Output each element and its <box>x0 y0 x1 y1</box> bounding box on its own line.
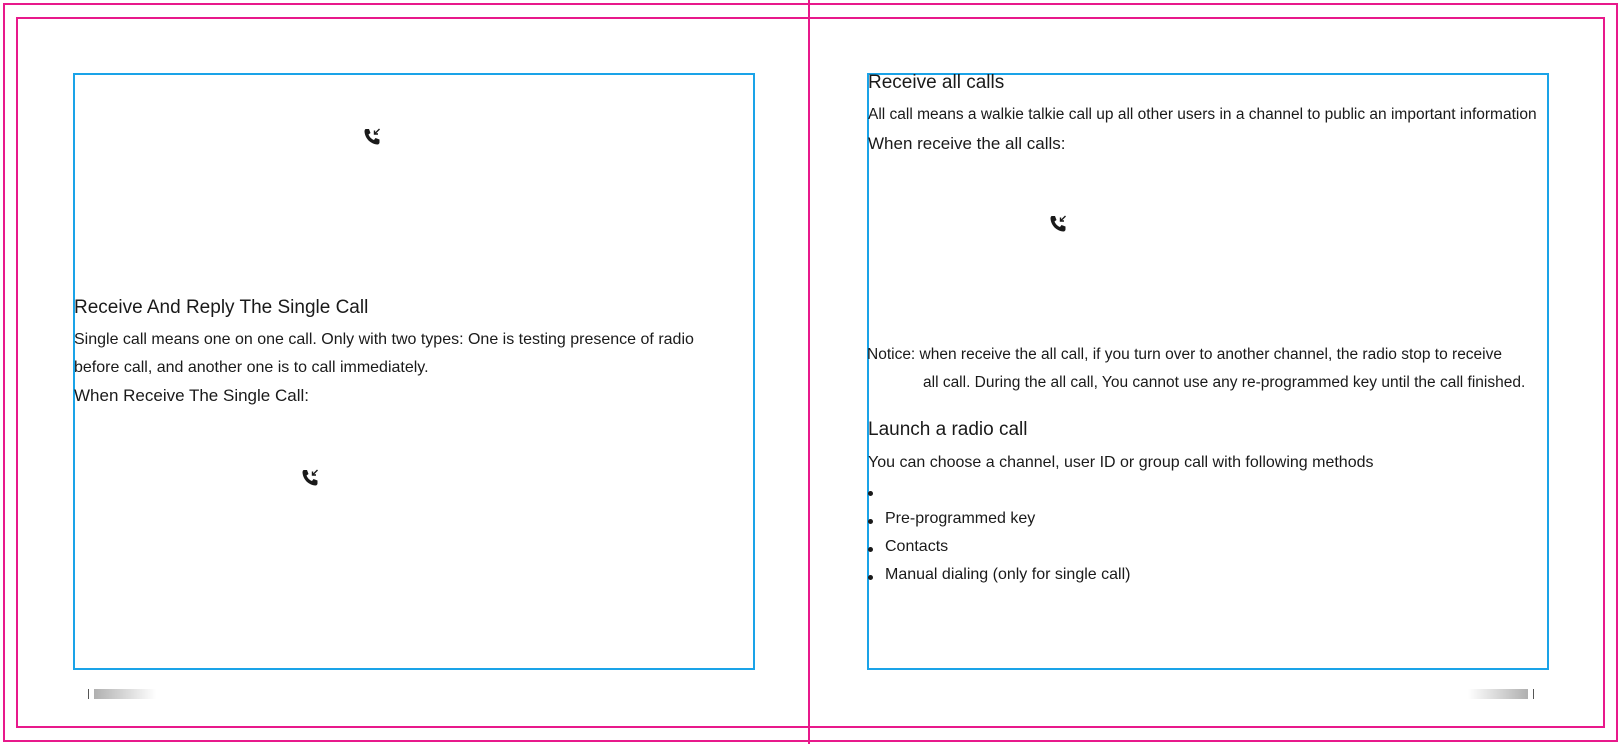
all-call-description: All call means a walkie talkie call up all other users in a channel to public an important information <box>868 106 1537 123</box>
notice-line1: Notice: when receive the all call, if you turn over to another channel, the radio stop to receive <box>867 346 1502 363</box>
incoming-call-icon <box>1048 214 1068 234</box>
incoming-call-icon <box>300 468 320 488</box>
notice-line2: all call. During the all call, You cannot use any re-programmed key until the call finished. <box>923 374 1526 391</box>
when-receive-single-call-label: When Receive The Single Call: <box>74 386 309 405</box>
method-item-contacts: Contacts <box>885 538 949 555</box>
fold-line <box>808 0 810 744</box>
bullet-icon <box>868 491 873 496</box>
launch-radio-call-heading: Launch a radio call <box>868 419 1028 440</box>
method-item-manual-dialing: Manual dialing (only for single call) <box>885 566 1131 583</box>
bullet-icon <box>868 519 873 524</box>
single-call-heading: Receive And Reply The Single Call <box>74 297 369 318</box>
page-number-tick-right <box>1533 689 1534 699</box>
single-call-description-line1: Single call means one on one call. Only with two types: One is testing presence of radio <box>74 331 694 348</box>
bullet-icon <box>868 547 873 552</box>
single-call-description-line2: before call, and another one is to call immediately. <box>74 359 429 376</box>
receive-all-calls-heading: Receive all calls <box>868 72 1005 93</box>
when-receive-all-calls-label: When receive the all calls: <box>868 134 1066 153</box>
call-methods-intro: You can choose a channel, user ID or group call with following methods <box>868 454 1374 471</box>
method-item-preprogrammed-key: Pre-programmed key <box>885 510 1036 527</box>
bullet-icon <box>868 575 873 580</box>
page-number-tick-left <box>88 689 89 699</box>
page-number-bar-right <box>1468 689 1528 699</box>
page-number-bar-left <box>94 689 156 699</box>
incoming-call-icon <box>362 127 382 147</box>
